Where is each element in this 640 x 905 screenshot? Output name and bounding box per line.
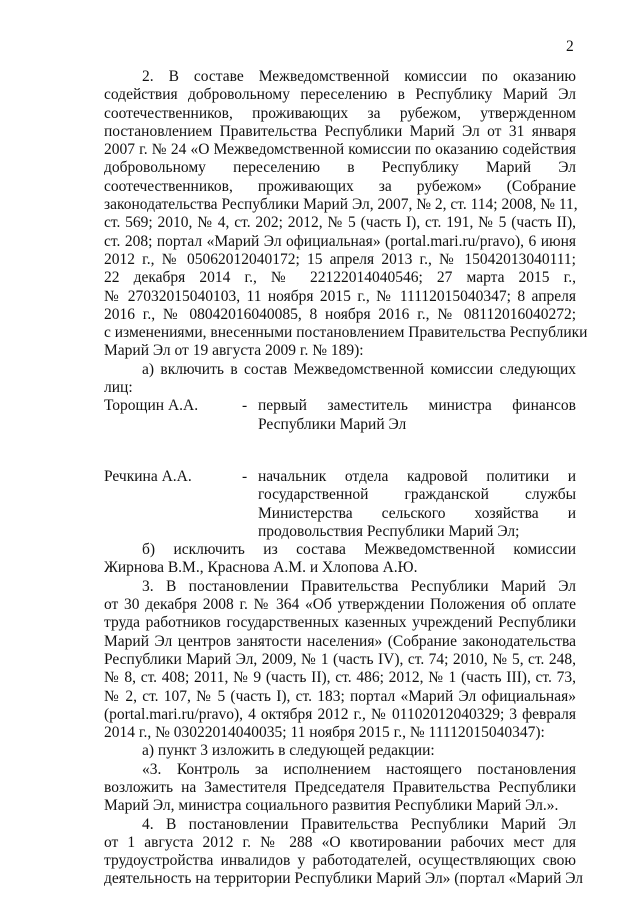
paragraph-3-item-a xyxy=(104,742,576,760)
page-number: 2 xyxy=(566,38,574,55)
text-line: Республики Марий Эл xyxy=(258,415,407,433)
text-line: первый заместитель министра финансов xyxy=(258,397,576,415)
text-line: Марий Эл центров занятости населения» (Собрание законодательства xyxy=(104,632,576,650)
text-line: от 1 августа 2012 г. № 288 «О квотировании рабочих мест для xyxy=(104,833,576,851)
text-line: ст. 569; 2010, № 4, ст. 202; 2012, № 5 (часть I), ст. 191, № 5 (часть II), xyxy=(104,214,576,232)
text-line: 2. В составе Межведомственной комиссии по оказанию xyxy=(142,68,576,85)
text-line: а) пункт 3 изложить в следующей редакции: xyxy=(142,742,435,760)
paragraph-4 xyxy=(104,815,584,889)
text-line: государственной гражданской службы xyxy=(258,486,576,504)
text-line: Жирнова В.М., Краснова А.М. и Хлопова А.Ю. xyxy=(104,559,418,577)
person-name: Речкина А.А. xyxy=(104,467,192,485)
text-line: (portal.mari.ru/pravo), 4 октября 2012 г., № 01102012040329; 3 февраля xyxy=(104,705,576,723)
text-line: содействия добровольному переселению в Республику Марий Эл xyxy=(104,86,576,104)
dash: - xyxy=(242,397,248,415)
person-entry xyxy=(104,397,576,434)
text-line: от 30 декабря 2008 г. № 364 «Об утверждении Положения об оплате xyxy=(104,596,576,614)
dash: - xyxy=(242,467,248,485)
item-b-exclude xyxy=(104,541,576,578)
text-line: лиц: xyxy=(104,379,133,397)
text-line: № 2, ст. 107, № 5 (часть I), ст. 183; портал «Марий Эл официальная» xyxy=(104,687,576,705)
text-line: постановлением Правительства Республики Марий Эл от 31 января xyxy=(104,122,576,140)
text-line: № 27032015040103, 11 ноября 2015 г., № 11112015040347; 8 апреля xyxy=(104,287,576,305)
text-line: ст. 208; портал «Марий Эл официальная» (portal.mari.ru/pravo), 6 июня xyxy=(104,232,576,250)
item-a-include xyxy=(104,361,576,398)
text-line: Марий Эл от 19 августа 2009 г. № 189): xyxy=(104,342,364,360)
text-line: с изменениями, внесенными постановлением Правительства Республики xyxy=(104,324,588,342)
text-line: № 8, ст. 408; 2011, № 9 (часть II), ст. 486; 2012, № 1 (часть III), ст. 73, xyxy=(104,669,576,687)
text-line: Министерства сельского хозяйства и xyxy=(258,504,576,522)
person-position xyxy=(258,397,576,434)
text-line: Марий Эл, министра социального развития Республики Марий Эл.». xyxy=(104,797,559,815)
text-line: 2007 г. № 24 «О Межведомственной комиссии по оказанию содействия xyxy=(104,141,576,159)
text-line: соотечественников, проживающих за рубежом, утвержденном xyxy=(104,104,576,122)
text-line: 22 декабря 2014 г., № 22122014040546; 27 марта 2015 г., xyxy=(104,269,576,287)
text-line: 3. В постановлении Правительства Республики Марий Эл xyxy=(142,577,576,595)
text-line: 2012 г., № 05062012040172; 15 апреля 2013 г., № 15042013040111; xyxy=(104,250,576,268)
paragraph-2 xyxy=(104,68,588,361)
text-line: добровольному переселению в Республику Марий Эл xyxy=(104,159,576,177)
text-line: соотечественников, проживающих за рубежом» (Собрание xyxy=(104,177,576,195)
text-line: труда работников государственных казенных учреждений Республики xyxy=(104,614,576,632)
person-name: Торощин А.А. xyxy=(104,397,199,415)
paragraph-3 xyxy=(104,578,576,743)
quoted-text xyxy=(104,761,576,816)
text-line: продовольствия Республики Марий Эл; xyxy=(258,522,520,540)
spacer xyxy=(104,434,576,468)
text-line: а) включить в состав Межведомственной комиссии следующих xyxy=(142,360,576,378)
text-line: «3. Контроль за исполнением настоящего постановления xyxy=(142,760,576,778)
person-entry xyxy=(104,468,576,541)
text-line: законодательства Республики Марий Эл, 2007, № 2, ст. 114; 2008, № 11, xyxy=(104,196,578,214)
text-line: возложить на Заместителя Председателя Правительства Республики xyxy=(104,778,576,796)
text-line: 2016 г., № 08042016040085, 8 ноября 2016 г., № 08112016040272; xyxy=(104,305,576,323)
document-body xyxy=(104,68,588,889)
person-position xyxy=(258,468,576,541)
text-line: трудоустройства инвалидов у работодателей, осуществляющих свою xyxy=(104,852,576,870)
text-line: 4. В постановлении Правительства Республики Марий Эл xyxy=(142,815,576,833)
text-line: Республики Марий Эл, 2009, № 1 (часть IV), ст. 74; 2010, № 5, ст. 248, xyxy=(104,650,576,668)
text-line: 2014 г., № 03022014040035; 11 ноября 2015 г., № 11112015040347): xyxy=(104,724,545,742)
text-line: деятельность на территории Республики Марий Эл» (портал «Марий Эл xyxy=(104,870,584,888)
text-line: б) исключить из состава Межведомственной комиссии xyxy=(142,541,576,559)
text-line: начальник отдела кадровой политики и xyxy=(258,467,576,485)
